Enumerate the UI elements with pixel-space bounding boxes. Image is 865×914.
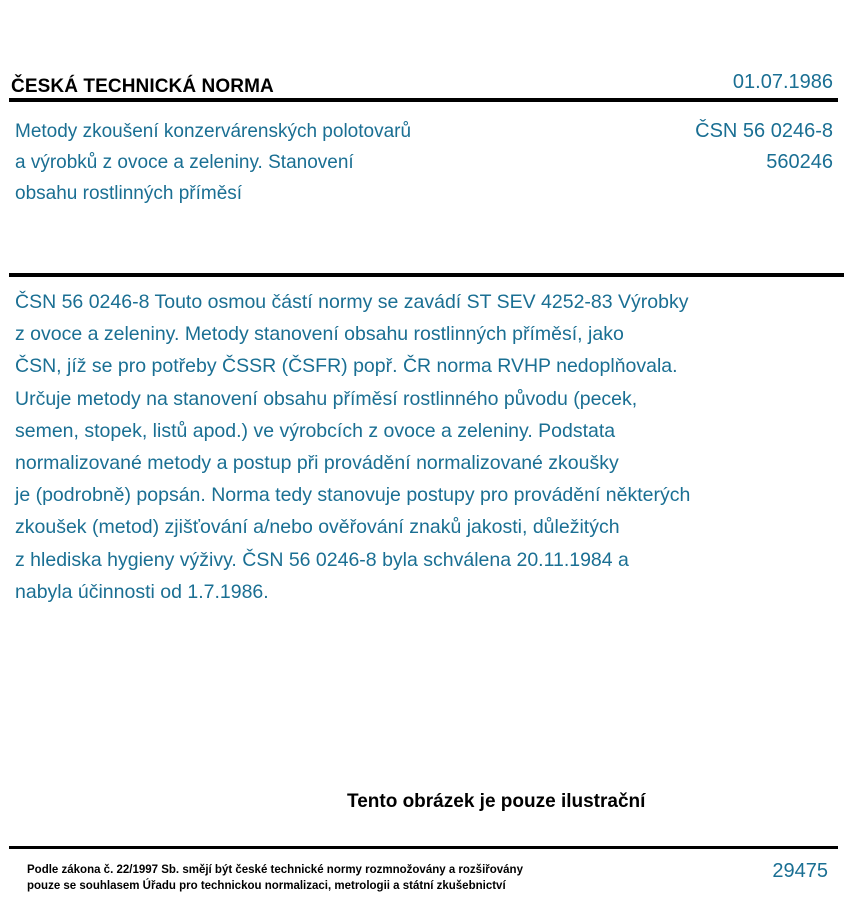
legal-notice-line: Podle zákona č. 22/1997 Sb. smějí být české technické normy rozmnožovány a rozšiřovány [27,864,523,876]
standard-header-title: ČESKÁ TECHNICKÁ NORMA [11,76,274,97]
annotation-line: ČSN 56 0246-8 Touto osmou částí normy se zavádí ST SEV 4252-83 Výrobky [15,291,689,313]
catalog-number: 560246 [766,151,833,173]
legal-notice-line: pouze se souhlasem Úřadu pro technickou normalizaci, metrologii a státní zkušebnictví [27,880,506,892]
annotation-line: semen, stopek, listů apod.) ve výrobcích z ovoce a zeleniny. Podstata [15,419,616,442]
document-number: 29475 [772,860,828,882]
annotation-text [15,286,815,608]
illustration-disclaimer: Tento obrázek je pouze ilustrační [347,791,646,812]
annotation-line: normalizované metody a postup při provádění normalizované zkoušky [15,452,619,475]
document-title [15,116,515,209]
standard-code: ČSN 56 0246-8 [695,120,833,142]
document-title-line: Metody zkoušení konzervárenských polotovarů [15,121,412,142]
document-identifiers [695,116,833,178]
effective-date: 01.07.1986 [732,71,833,93]
annotation-line: je (podrobně) popsán. Norma tedy stanovuje postupy pro provádění některých [15,484,691,507]
annotation-line: nabyla účinnosti od 1.7.1986. [15,580,269,603]
legal-notice [27,862,523,894]
annotation-line: Určuje metody na stanovení obsahu příměsí rostlinného původu (pecek, [15,387,638,410]
annotation-line: z ovoce a zeleniny. Metody stanovení obsahu rostlinných příměsí, jako [15,323,624,346]
document-title-line: obsahu rostlinných příměsí [15,183,243,204]
annotation-line: ČSN, jíž se pro potřeby ČSSR (ČSFR) popř. ČR norma RVHP nedoplňovala. [15,355,678,378]
section-divider [9,273,844,277]
annotation-line: z hlediska hygieny výživy. ČSN 56 0246-8 byla schválena 20.11.1984 a [15,548,629,571]
footer-divider [9,846,838,849]
annotation-line: zkoušek (metod) zjišťování a/nebo ověřování znaků jakosti, důležitých [15,516,620,539]
document-title-line: a výrobků z ovoce a zeleniny. Stanovení [15,152,354,173]
header-divider [9,98,838,102]
